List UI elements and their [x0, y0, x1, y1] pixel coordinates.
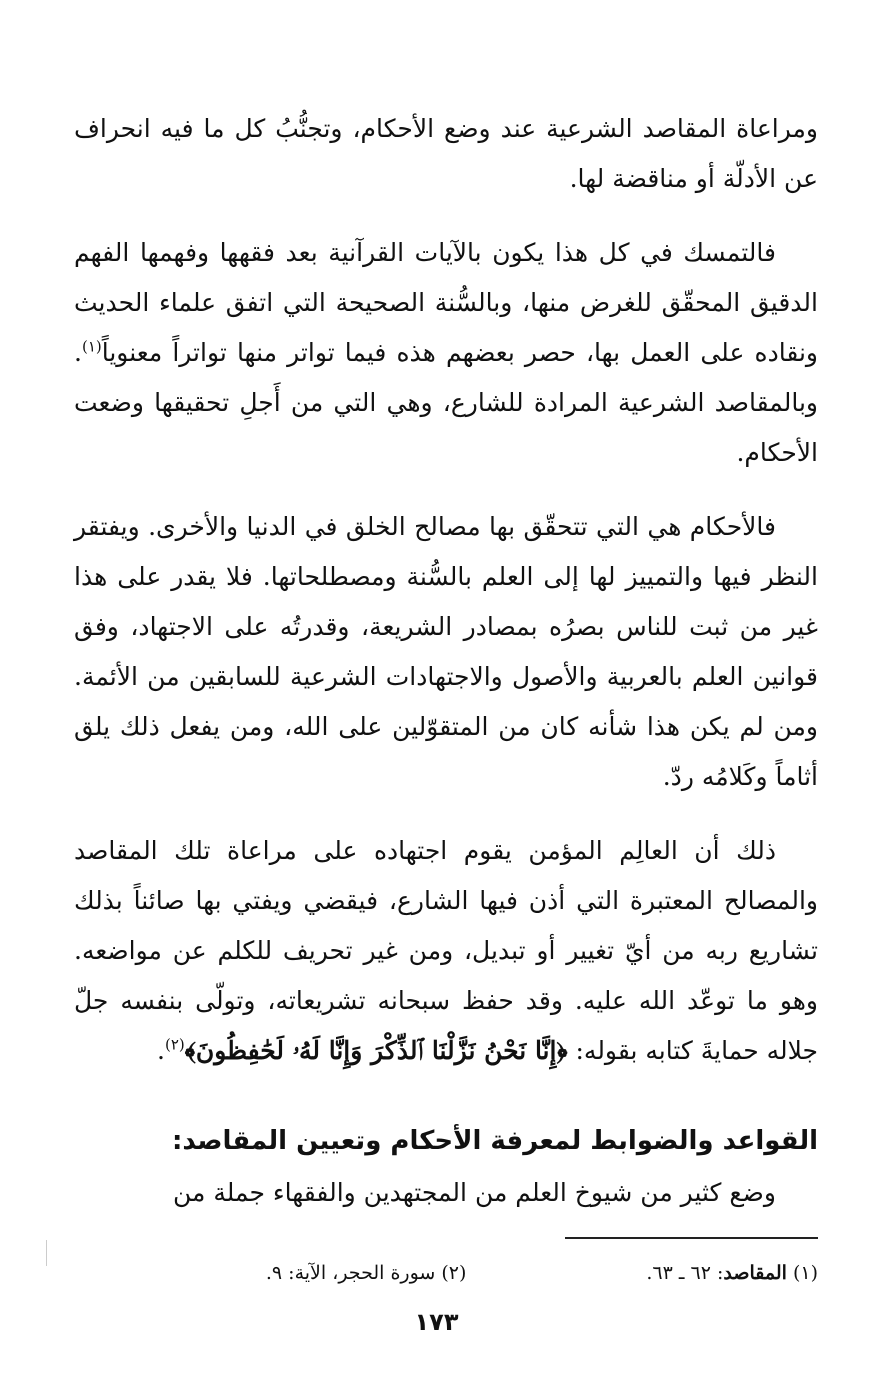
page-number: ١٧٣	[414, 1308, 459, 1336]
quran-verse: ﴿إِنَّا نَحْنُ نَزَّلْنَا ٱلذِّكْرَ وَإِنَّا لَهُۥ لَحَٰفِظُونَ﴾	[184, 1036, 568, 1065]
page-edge-mark	[46, 1240, 47, 1266]
footnote-marker-1[interactable]: (١)	[81, 337, 102, 356]
footnote-1-label: المقاصد	[723, 1262, 787, 1284]
section-heading: القواعد والضوابط لمعرفة الأحكام وتعيين المقاصد:	[171, 1126, 818, 1156]
footnote-2	[266, 1256, 467, 1290]
paragraph-4-text-after: .	[157, 1036, 165, 1065]
footnote-1-number: (١)	[792, 1262, 818, 1284]
footnote-divider	[565, 1237, 818, 1239]
paragraph-4	[74, 826, 818, 1076]
paragraph-5-text: وضع كثير من شيوخ العلم من المجتهدين والفقهاء جملة من	[172, 1178, 776, 1207]
paragraph-2-text-after: . وبالمقاصد الشرعية المرادة للشارع، وهي التي من أَجلِ تحقيقها وضعت الأحكام.	[74, 338, 818, 467]
paragraph-1	[74, 104, 818, 204]
paragraph-1-text: ومراعاة المقاصد الشرعية عند وضع الأحكام، وتجنُّبُ كل ما فيه انحراف عن الأدلّة أو مناقضة لها.	[74, 114, 818, 193]
paragraph-5	[74, 1168, 818, 1218]
paragraph-2	[74, 228, 818, 478]
footnote-2-number: (٢)	[441, 1262, 467, 1284]
footnote-marker-2[interactable]: (٢)	[165, 1035, 185, 1054]
footnote-1-text: : ٦٢ ـ ٦٣.	[646, 1262, 724, 1284]
footnotes	[74, 1256, 818, 1290]
page-body	[74, 104, 818, 1242]
paragraph-4-text: ذلك أن العالِم المؤمن يقوم اجتهاده على مراعاة تلك المقاصد والمصالح المعتبرة التي أذن فيها الشارع، فيقضي ويفتي بها صائناً بذلك تشاريع ربه من أيّ تغيير أو تبديل، ومن غير تحريف للكلم عن مواضعه. وهو ما توعّد الله عليه. وقد حفظ سبحانه تشريعاته، وتولّى بنفسه جلّ جلاله حمايةَ كتابه بقوله:	[74, 836, 818, 1065]
footnote-1	[646, 1256, 818, 1290]
paragraph-2-text: فالتمسك في كل هذا يكون بالآيات القرآنية بعد فقهها وفهمها الفهم الدقيق المحقّق للغرض منها، وبالسُّنة الصحيحة التي اتفق علماء الحديث ونقاده على العمل بها، حصر بعضهم هذه فيما تواتر منها تواتراً معنوياً	[74, 238, 818, 367]
paragraph-3	[74, 502, 818, 802]
footnote-2-text: سورة الحجر، الآية: ٩.	[265, 1262, 436, 1284]
paragraph-3-text: فالأحكام هي التي تتحقّق بها مصالح الخلق في الدنيا والأخرى. ويفتقر النظر فيها والتمييز لها إلى العلم بالسُّنة ومصطلحاتها. فلا يقدر على هذا غير من ثبت للناس بصرُه بمصادر الشريعة، وقدرتُه على الاجتهاد، وفق قوانين العلم بالعربية والأصول والاجتهادات الشرعية للسابقين من الأئمة. ومن لم يكن هذا شأنه كان من المتقوّلين على الله، ومن يفعل ذلك يلق أثاماً وكَلامُه ردّ.	[74, 512, 818, 791]
